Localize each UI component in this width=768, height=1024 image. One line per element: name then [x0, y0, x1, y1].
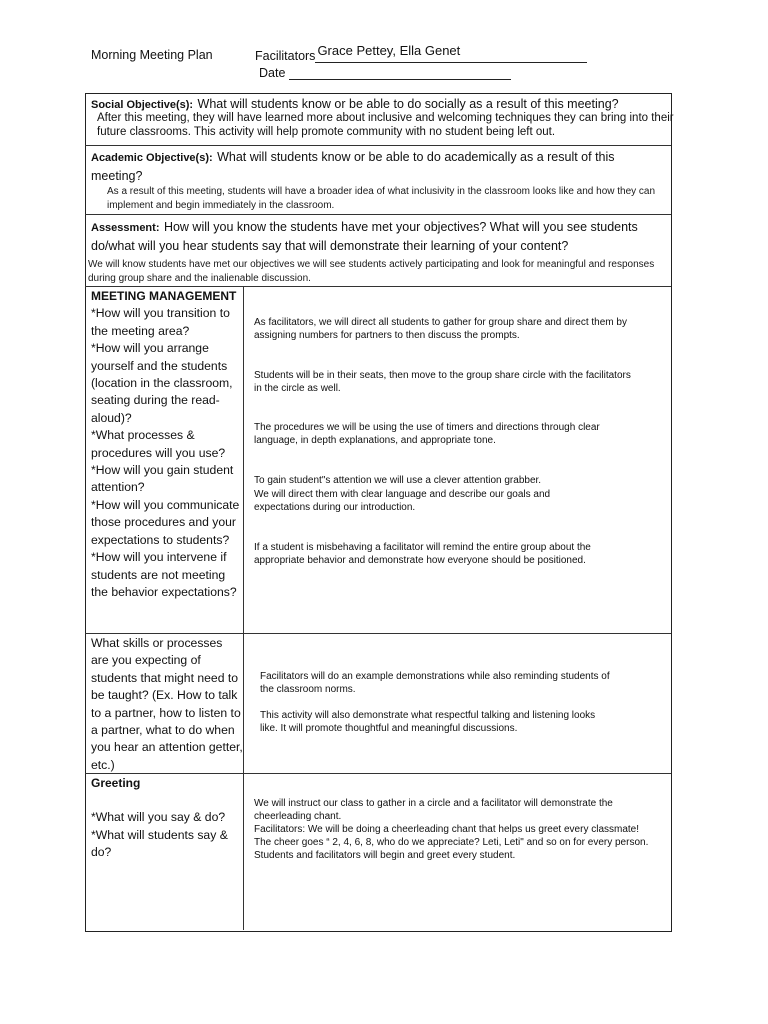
row-divider [85, 145, 671, 146]
greeting-answer: The cheer goes “ 2, 4, 6, 8, who do we appreciate? Leti, Leti" and so on for every person. [254, 837, 649, 848]
assessment-question-text: How will you know the students have met your objectives? What will you see students do/what will you hear students say that will demonstrate their learning of your content? [91, 220, 638, 253]
facilitators-value: Grace Pettey, Ella Genet [317, 43, 461, 58]
row-divider [85, 214, 671, 215]
assessment-answer: We will know students have met our objectives we will see students actively participating and look for meaningful and responses during group share and the inalienable discussion. [88, 259, 655, 284]
assessment-label: Assessment: [91, 222, 160, 234]
greeting-question: *What will you say & do? [91, 810, 226, 825]
mm-answer: As facilitators, we will direct all students to gather for group share and direct them by assigning numbers for partners to then discuss the prompts. [254, 317, 627, 341]
skills-answer: Facilitators will do an example demonstrations while also reminding students of the classroom norms. [260, 671, 610, 695]
facilitators-row [255, 43, 587, 63]
date-field[interactable] [289, 67, 511, 80]
mm-question: *How will you arrange yourself and the students (location in the classroom, seating during the read-aloud)? [91, 341, 233, 425]
facilitators-field[interactable] [315, 43, 587, 63]
page-title: Morning Meeting Plan [91, 48, 213, 62]
academic-objective-answer: As a result of this meeting, students will have a broader idea of what inclusivity in the classroom looks like and how they can implement and begin immediately in the classroom. [107, 186, 656, 211]
mm-answer: To gain student"s attention we will use a clever attention grabber. [254, 475, 542, 486]
mm-answer: The procedures we will be using the use of timers and directions through clear language, in depth explanations, and appropriate tone. [254, 422, 600, 446]
greeting-title: Greeting [91, 776, 141, 790]
greeting-answer: We will instruct our class to gather in a circle and a facilitator will demonstrate the cheerleading chant. [254, 798, 613, 822]
mm-question: *What processes & procedures will you use? [91, 428, 226, 460]
mm-answer: Students will be in their seats, then move to the group share circle with the facilitators in the circle as well. [254, 370, 631, 394]
date-label: Date [259, 66, 286, 80]
meeting-management-questions [91, 288, 241, 601]
meeting-management-title: MEETING MANAGEMENT [91, 289, 237, 303]
assessment-cell [88, 218, 661, 285]
mm-answer: If a student is misbehaving a facilitator will remind the entire group about the appropriate behavior and demonstrate how everyone should be positioned. [254, 542, 591, 566]
skills-answer: This activity will also demonstrate what respectful talking and listening looks like. It will promote thoughtful and meaningful discussions. [260, 710, 596, 734]
social-objective-cell [91, 95, 681, 139]
greeting-answers [254, 797, 674, 862]
social-objective-answer: After this meeting, they will have learned more about inclusive and welcoming techniques they can bring into their future classrooms. This activity will help promote community with no student being left out. [97, 112, 674, 138]
greeting-answer: Facilitators: We will be doing a cheerleading chant that helps us greet every classmate! [254, 824, 640, 835]
mm-question: *How will you gain student attention? [91, 463, 234, 495]
facilitators-label: Facilitators [255, 49, 316, 63]
date-row [259, 66, 511, 80]
academic-objective-question-text: What will students know or be able to do academically as a result of this meeting? [91, 150, 615, 183]
social-objective-question-text: What will students know or be able to do socially as a result of this meeting? [197, 97, 619, 111]
skills-question: What skills or processes are you expecting of students that might need to be taught? (Ex. How to talk to a partner, how to listen to a partner, what to do when you hear an attention getter, etc.) [91, 636, 243, 772]
mm-answer: We will direct them with clear language and describe our goals and expectations during our introduction. [254, 489, 551, 513]
academic-objective-cell [91, 148, 661, 212]
greeting-questions [91, 775, 241, 862]
mm-question: *How will you communicate those procedures and your expectations to students? [91, 497, 240, 547]
mm-question: *How will you intervene if students are not meeting the behavior expectations? [91, 550, 237, 599]
academic-objective-question [91, 148, 661, 185]
greeting-question: *What will students say & do? [91, 827, 228, 860]
social-objective-label: Social Objective(s): [91, 99, 194, 111]
mm-question: *How will you transition to the meeting area? [91, 306, 230, 338]
row-divider [85, 286, 671, 287]
column-divider [243, 286, 244, 930]
academic-objective-label: Academic Objective(s): [91, 152, 213, 164]
row-divider [85, 633, 671, 634]
greeting-answer: Students and facilitators will begin and greet every student. [254, 850, 516, 861]
assessment-question [91, 218, 661, 255]
